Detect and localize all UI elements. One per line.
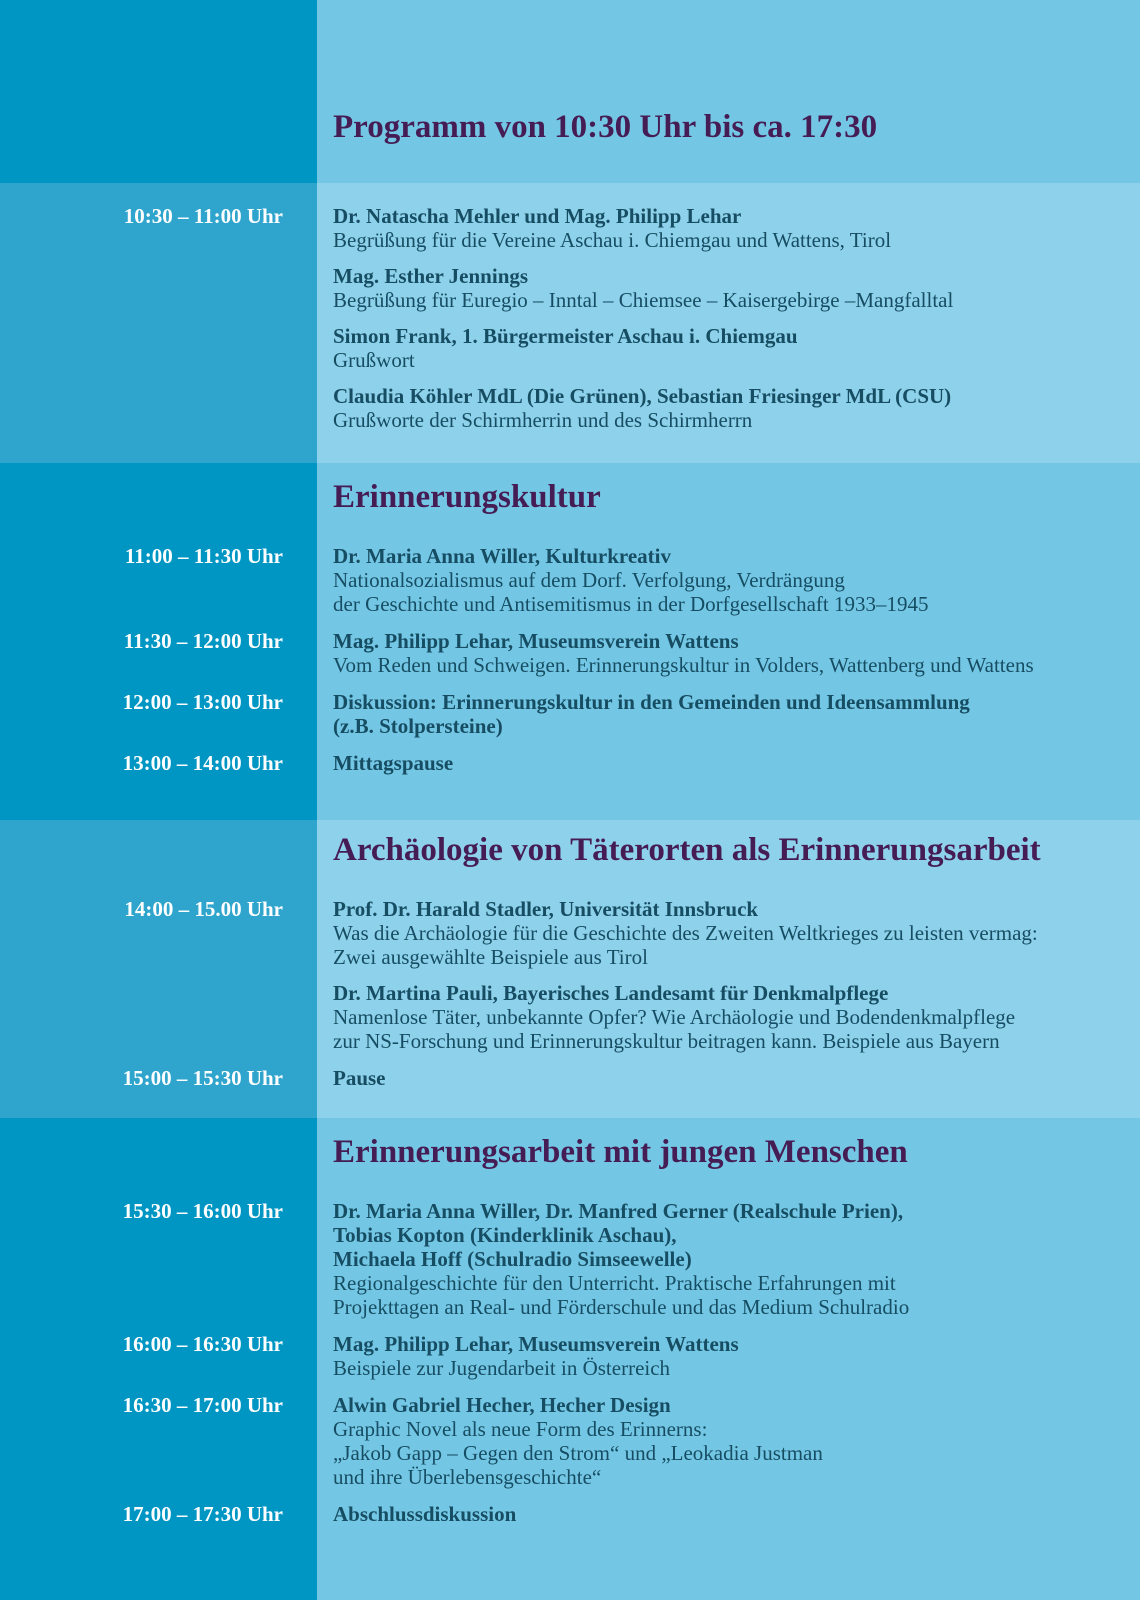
section-greetings	[0, 183, 1140, 463]
entry-speaker: Dr. Maria Anna Willer, Dr. Manfred Gerner (Realschule Prien),	[333, 1199, 904, 1223]
time-label: 11:30 – 12:00 Uhr	[123, 629, 283, 653]
program-entry	[333, 690, 1116, 738]
time-label: 13:00 – 14:00 Uhr	[122, 751, 283, 775]
entry-speaker: Tobias Kopton (Kinderklinik Aschau),	[333, 1223, 677, 1247]
program-entry	[333, 1332, 1116, 1380]
program-entry	[333, 204, 1116, 252]
program-entry	[333, 1393, 1116, 1489]
entry-description: Graphic Novel als neue Form des Erinnerns:	[333, 1417, 708, 1441]
time-label: 15:00 – 15:30 Uhr	[122, 1066, 283, 1090]
entry-speaker: Simon Frank, 1. Bürgermeister Aschau i. Chiemgau	[333, 324, 798, 348]
row-content	[317, 690, 1140, 738]
time-label: 14:00 – 15.00 Uhr	[124, 897, 283, 921]
entry-title: Pause	[333, 1066, 386, 1090]
program-entry	[333, 1199, 1116, 1319]
entry-description: Zwei ausgewählte Beispiele aus Tirol	[333, 945, 648, 969]
program-entry	[333, 751, 1116, 775]
page-title: Programm von 10:30 Uhr bis ca. 17:30	[333, 109, 878, 145]
entry-description: Grußworte der Schirmherrin und des Schirmherrn	[333, 408, 753, 432]
entry-speaker: Dr. Martina Pauli, Bayerisches Landesamt für Denkmalpflege	[333, 981, 889, 1005]
time-label: 15:30 – 16:00 Uhr	[122, 1199, 283, 1223]
entry-speaker: Prof. Dr. Harald Stadler, Universität Innsbruck	[333, 897, 759, 921]
section-heading: Erinnerungskultur	[333, 479, 601, 515]
program-entry	[333, 897, 1116, 969]
time-label: 12:00 – 13:00 Uhr	[122, 690, 283, 714]
program-entry	[333, 981, 1116, 1053]
entry-title: (z.B. Stolpersteine)	[333, 714, 503, 738]
entry-description: Regionalgeschichte für den Unterricht. Praktische Erfahrungen mit	[333, 1271, 896, 1295]
entry-description: Namenlose Täter, unbekannte Opfer? Wie Archäologie und Bodendenkmalpflege	[333, 1005, 1016, 1029]
entry-title: Diskussion: Erinnerungskultur in den Gemeinden und Ideensammlung	[333, 690, 970, 714]
entry-description: zur NS-Forschung und Erinnerungskultur beitragen kann. Beispiele aus Bayern	[333, 1029, 1000, 1053]
program-entry	[333, 264, 1116, 312]
row-content	[317, 897, 1140, 1053]
entry-description: Begrüßung für Euregio – Inntal – Chiemsee – Kaisergebirge –Mangfalltal	[333, 288, 954, 312]
entry-speaker: Claudia Köhler MdL (Die Grünen), Sebastian Friesinger MdL (CSU)	[333, 384, 952, 408]
row-content	[317, 1502, 1140, 1526]
entry-description: Was die Archäologie für die Geschichte des Zweiten Weltkrieges zu leisten vermag:	[333, 921, 1038, 945]
program-entry	[333, 324, 1116, 372]
time-label: 10:30 – 11:00 Uhr	[123, 204, 283, 228]
entry-title: Mittagspause	[333, 751, 454, 775]
entry-speaker: Dr. Maria Anna Willer, Kulturkreativ	[333, 544, 671, 568]
entry-description: Begrüßung für die Vereine Aschau i. Chiemgau und Wattens, Tirol	[333, 228, 892, 252]
row-content	[317, 1332, 1140, 1380]
entry-description: Projekttagen an Real- und Förderschule und das Medium Schulradio	[333, 1295, 910, 1319]
entry-description: der Geschichte und Antisemitismus in der Dorfgesellschaft 1933–1945	[333, 592, 929, 616]
section-heading: Archäologie von Täterorten als Erinnerungsarbeit	[333, 832, 1041, 868]
entry-speaker: Mag. Esther Jennings	[333, 264, 529, 288]
entry-description: Beispiele zur Jugendarbeit in Österreich	[333, 1356, 671, 1380]
program-entry	[333, 1502, 1116, 1526]
row-content	[317, 629, 1140, 677]
program-entry	[333, 544, 1116, 616]
section-heading: Erinnerungsarbeit mit jungen Menschen	[333, 1134, 908, 1170]
entry-title: Abschlussdiskussion	[333, 1502, 517, 1526]
row-content	[317, 1199, 1140, 1319]
section-archaeologie	[0, 820, 1140, 1118]
row-content	[317, 1066, 1140, 1090]
program-entry	[333, 629, 1116, 677]
entry-description: Nationalsozialismus auf dem Dorf. Verfolgung, Verdrängung	[333, 568, 845, 592]
program-entry	[333, 1066, 1116, 1090]
entry-speaker: Mag. Philipp Lehar, Museumsverein Wattens	[333, 1332, 739, 1356]
row-content	[317, 544, 1140, 616]
program-entry	[333, 384, 1116, 432]
entry-speaker: Mag. Philipp Lehar, Museumsverein Wattens	[333, 629, 739, 653]
entry-description: Grußwort	[333, 348, 415, 372]
header-band	[0, 0, 1140, 183]
entry-description: und ihre Überlebensgeschichte“	[333, 1465, 602, 1489]
section-erinnerungskultur	[0, 463, 1140, 820]
entry-description: Vom Reden und Schweigen. Erinnerungskultur in Volders, Wattenberg und Wattens	[333, 653, 1034, 677]
time-label: 11:00 – 11:30 Uhr	[124, 544, 283, 568]
time-label: 16:00 – 16:30 Uhr	[122, 1332, 283, 1356]
time-label: 16:30 – 17:00 Uhr	[122, 1393, 283, 1417]
row-content	[317, 751, 1140, 775]
section-jugendarbeit	[0, 1118, 1140, 1600]
time-label: 17:00 – 17:30 Uhr	[122, 1502, 283, 1526]
entry-description: „Jakob Gapp – Gegen den Strom“ und „Leokadia Justman	[333, 1441, 823, 1465]
entry-speaker: Dr. Natascha Mehler und Mag. Philipp Lehar	[333, 204, 742, 228]
row-content	[317, 204, 1140, 432]
entry-speaker: Alwin Gabriel Hecher, Hecher Design	[333, 1393, 671, 1417]
entry-speaker: Michaela Hoff (Schulradio Simseewelle)	[333, 1247, 692, 1271]
row-content	[317, 1393, 1140, 1489]
